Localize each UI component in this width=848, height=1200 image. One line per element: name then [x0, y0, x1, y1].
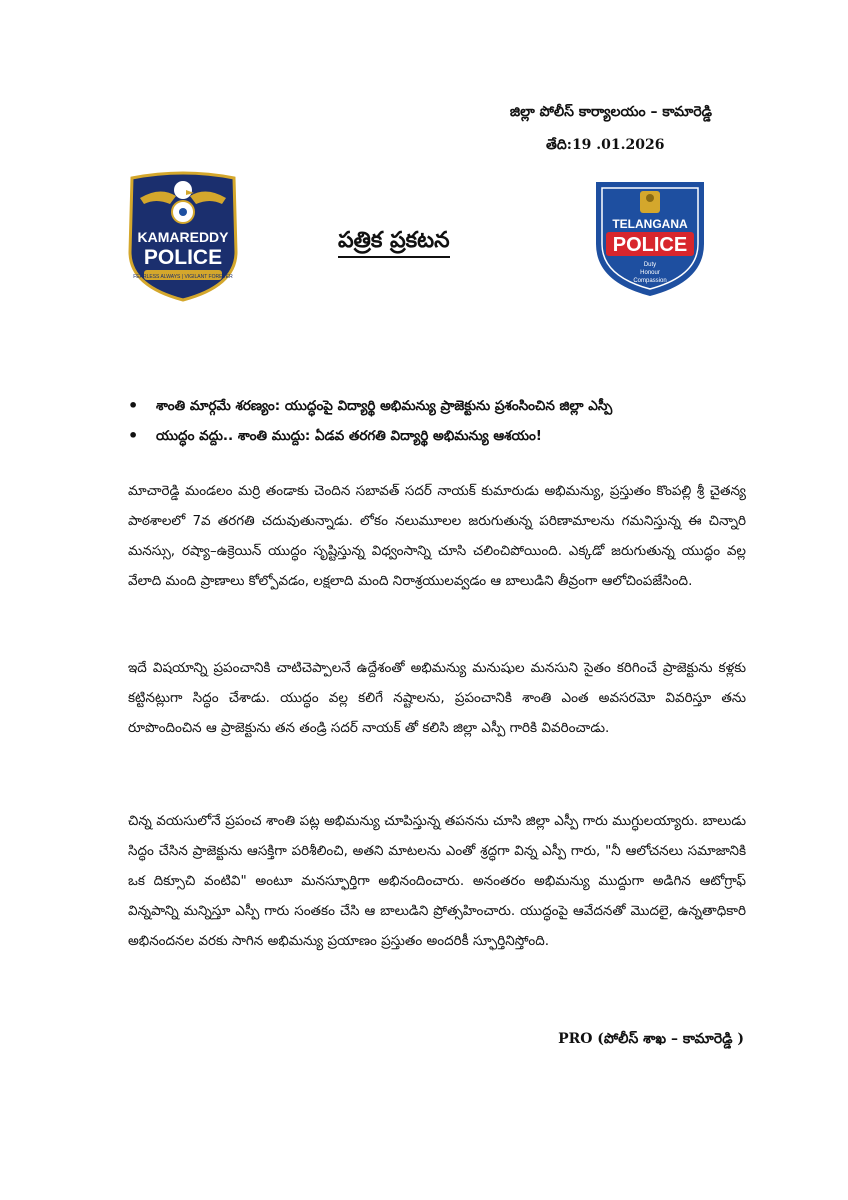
body-paragraph: ఇదే విషయాన్ని ప్రపంచానికి చాటిచెప్పాలనే ఉద్దేశంతో అభిమన్యు మనుషుల మనసుని సైతం కరిగించే ప్రాజెక్టును కళ్లకు కట్టినట్లుగా సిద్ధం చేశాడు. యుద్ధం వల్ల కలిగే నష్టాలను, ప్రపంచానికి శాంతి ఎంత అవసరమో వివరిస్తూ తను రూపొందించిన ఆ ప్రాజెక్టును తన తండ్రి సదర్ నాయక్ తో కలిసి జిల్లా ఎస్పీ గారికి వివరించాడు. — [128, 660, 746, 736]
signature: PRO (పోలీస్ శాఖ – కామారెడ్డి ) — [558, 1031, 744, 1047]
telangana-police-logo-icon — [588, 174, 712, 298]
logo-right-line3: Duty — [643, 262, 657, 268]
kamareddy-police-logo-icon — [120, 168, 246, 302]
body-paragraph: మాచారెడ్డి మండలం మర్రి తండాకు చెందిన సబావత్ సదర్ నాయక్ కుమారుడు అభిమన్యు, ప్రస్తుతం కొంపల్లి శ్రీ చైతన్య పాఠశాలలో 7వ తరగతి చదువుతున్నాడు. లోకం నలుమూలల జరుగుతున్న పరిణామాలను గమనిస్తున్న ఈ చిన్నారి మనస్సు, రష్యా–ఉక్రెయిన్ యుద్ధం సృష్టిస్తున్న విధ్వంసాన్ని చూసి చలించిపోయింది. ఎక్కడో జరుగుతున్న యుద్ధం వల్ల వేలాది మంది ప్రాణాలు కోల్పోవడం, లక్షలాది మంది నిరాశ్రయులవ్వడం ఆ బాలుడిని తీవ్రంగా ఆలోచింపజేసింది. — [128, 483, 746, 589]
page-title: పత్రిక ప్రకటన — [338, 228, 450, 258]
headline-item: • యుద్ధం వద్దు.. శాంతి ముద్దు: ఏడవ తరగతి విద్యార్థి అభిమన్యు ఆశయం! — [128, 426, 748, 446]
logo-left-line2: POLICE — [143, 246, 223, 269]
logo-right-line5: Compassion — [633, 278, 667, 284]
body-paragraph: చిన్న వయసులోనే ప్రపంచ శాంతి పట్ల అభిమన్యు చూపిస్తున్న తపనను చూసి జిల్లా ఎస్పీ గారు ముగ్ధులయ్యారు. బాలుడు సిద్ధం చేసిన ప్రాజెక్టును ఆసక్తిగా పరిశీలించి, అతని మాటలను ఎంతో శ్రద్ధగా విన్న ఎస్పీ గారు, "నీ ఆలోచనలు సమాజానికి ఒక దిక్సూచి వంటివి" అంటూ మనస్ఫూర్తిగా అభినందించారు. అనంతరం అభిమన్యు ముద్దుగా అడిగిన ఆటోగ్రాఫ్ విన్నపాన్ని మన్నిస్తూ ఎస్పీ గారు సంతకం చేసి ఆ బాలుడిని ప్రోత్సహించారు. యుద్ధంపై ఆవేదనతో మొదలై, ఉన్నతాధికారి అభినందనల వరకు సాగిన అభిమన్యు ప్రయాణం ప్రస్తుతం అందరికీ స్ఫూర్తినిస్తోంది. — [128, 813, 746, 949]
headline-list — [128, 396, 748, 456]
logo-right-line2: POLICE — [612, 234, 688, 256]
logo-right-line4: Honour — [640, 270, 660, 276]
logo-right-line1: TELANGANA — [612, 217, 688, 231]
logo-left-motto: FEARLESS ALWAYS | VIGILANT FOREVER — [133, 274, 233, 280]
logo-left-line1: KAMAREDDY — [137, 229, 229, 245]
release-date: తేది:19 .01.2026 — [546, 137, 665, 153]
office-name: జిల్లా పోలీస్ కార్యాలయం – కామారెడ్డి — [509, 104, 712, 120]
headline-item: • శాంతి మార్గమే శరణ్యం: యుద్ధంపై విద్యార్థి అభిమన్యు ప్రాజెక్టును ప్రశంసించిన జిల్లా ఎస్పీ — [128, 396, 748, 416]
